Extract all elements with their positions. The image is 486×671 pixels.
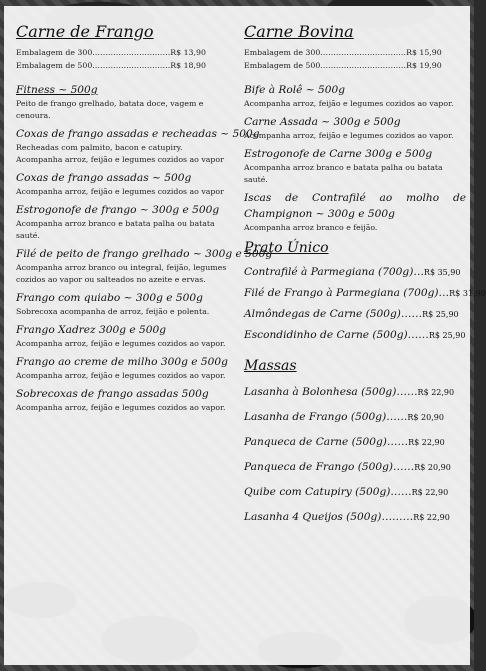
embalagem-300: Embalagem de 300…………………………R$ 13,90 xyxy=(16,48,206,57)
dish-price: R$ 22,90 xyxy=(408,438,445,447)
dish-desc: Recheadas com palmito, bacon e catupiry. Acompanha arroz, feijão e legumes cozidos ao vapor xyxy=(16,143,224,164)
dish-name: Frango com quiabo ~ 300g e 500g xyxy=(16,292,203,304)
dish-desc: Acompanha arroz, feijão e legumes cozidos ao vapor xyxy=(16,187,224,196)
dish-desc: Sobrecoxa acompanha de arroz, feijão e polenta. xyxy=(16,307,210,316)
dish-name: Panqueca de Carne (500g)…… xyxy=(244,436,409,448)
dish-price: R$ 25,90 xyxy=(422,310,459,319)
dish-desc: Acompanha arroz, feijão e legumes cozidos ao vapor. xyxy=(16,403,226,412)
right-column xyxy=(244,22,486,530)
dish-price: R$ 25,90 xyxy=(428,331,466,340)
dish-price: R$ 22,90 xyxy=(411,488,449,497)
dish-name: Sobrecoxas de frango assadas 500g xyxy=(16,388,209,400)
dish-name: Frango ao creme de milho 300g e 500g xyxy=(16,356,228,368)
section-title-bovina: Carne Bovina xyxy=(244,22,354,41)
dish-name: Coxas de frango assadas ~ 500g xyxy=(16,172,192,184)
massa-row xyxy=(244,455,466,480)
section-title-frango: Carne de Frango xyxy=(16,22,154,41)
prato-unico-row xyxy=(244,262,466,283)
dish-desc: Acompanha arroz branco e feijão. xyxy=(244,223,378,232)
dish-name: Lasanha à Bolonhesa (500g)…… xyxy=(244,386,418,398)
dish-price: R$ 20,90 xyxy=(414,463,451,472)
embalagem-500: Embalagem de 500……………………………R$ 19,90 xyxy=(244,61,442,70)
prato-unico-row xyxy=(244,304,466,325)
dish-name: Filé de Frango à Parmegiana (700g)… xyxy=(244,287,450,299)
dish-name: Almôndegas de Carne (500g)…… xyxy=(244,308,423,320)
dish-desc: Acompanha arroz, feijão e legumes cozidos ao vapor. xyxy=(244,99,454,108)
dish-name: Carne Assada ~ 300g e 500g xyxy=(244,116,401,128)
dish-name: Frango Xadrez 300g e 500g xyxy=(16,324,167,336)
dish-name: Lasanha de Frango (500g)…… xyxy=(244,411,408,423)
dish-desc: Peito de frango grelhado, batata doce, vagem e cenoura. xyxy=(16,99,204,120)
dish-price: R$ 22,90 xyxy=(417,388,455,397)
massa-row xyxy=(244,430,466,455)
dish-desc: Acompanha arroz branco ou integral, feijão, legumes cozidos ao vapor ou salteados no azeite e ervas. xyxy=(16,263,227,284)
dish-name: Estrogonofe de Carne 300g e 500g xyxy=(244,148,433,160)
dish-name: Iscas de Contrafilé ao molho de Champignon ~ 300g e 500g xyxy=(244,192,466,220)
dish-name: Fitness ~ 500g xyxy=(16,84,98,96)
dish-name: Coxas de frango assadas e recheadas ~ 500g xyxy=(16,128,260,140)
dish-name: Escondidinho de Carne (500g)…… xyxy=(244,329,429,341)
section-title-prato-unico: Prato Único xyxy=(244,240,329,256)
menu-panel xyxy=(4,6,486,665)
dish-desc: Acompanha arroz branco e batata palha ou batata sauté. xyxy=(244,163,443,184)
dish-desc: Acompanha arroz branco e batata palha ou batata sauté. xyxy=(16,219,215,240)
section-title-massas: Massas xyxy=(244,358,297,374)
massa-row xyxy=(244,505,466,530)
dish-desc: Acompanha arroz, feijão e legumes cozidos ao vapor. xyxy=(16,371,226,380)
dish-name: Contrafilé à Parmegiana (700g)… xyxy=(244,266,424,278)
massa-row xyxy=(244,480,466,505)
dish-price: R$ 31,90 xyxy=(449,289,486,298)
embalagem-300: Embalagem de 300……………………………R$ 15,90 xyxy=(244,48,442,57)
dish-price: R$ 35,90 xyxy=(423,268,461,277)
massa-row xyxy=(244,405,466,430)
embalagem-500: Embalagem de 500…………………………R$ 18,90 xyxy=(16,61,206,70)
dish-desc: Acompanha arroz, feijão e legumes cozidos ao vapor. xyxy=(16,339,226,348)
dish-name: Quibe com Catupiry (500g)…… xyxy=(244,486,412,498)
massa-row xyxy=(244,380,466,405)
dish-name: Estrogonofe de frango ~ 300g e 500g xyxy=(16,204,220,216)
prato-unico-row xyxy=(244,283,486,304)
dish-name: Bife à Rolê ~ 500g xyxy=(244,84,346,96)
dish-price: R$ 22,90 xyxy=(413,513,450,522)
dish-desc: Acompanha arroz, feijão e legumes cozidos ao vapor. xyxy=(244,131,454,140)
dish-name: Filé de peito de frango grelhado ~ 300g e 500g xyxy=(16,248,273,260)
dish-name: Lasanha 4 Queijos (500g)……… xyxy=(244,511,414,523)
dish-price: R$ 20,90 xyxy=(407,413,444,422)
dish-name: Panqueca de Frango (500g)…… xyxy=(244,461,415,473)
prato-unico-row xyxy=(244,325,466,346)
